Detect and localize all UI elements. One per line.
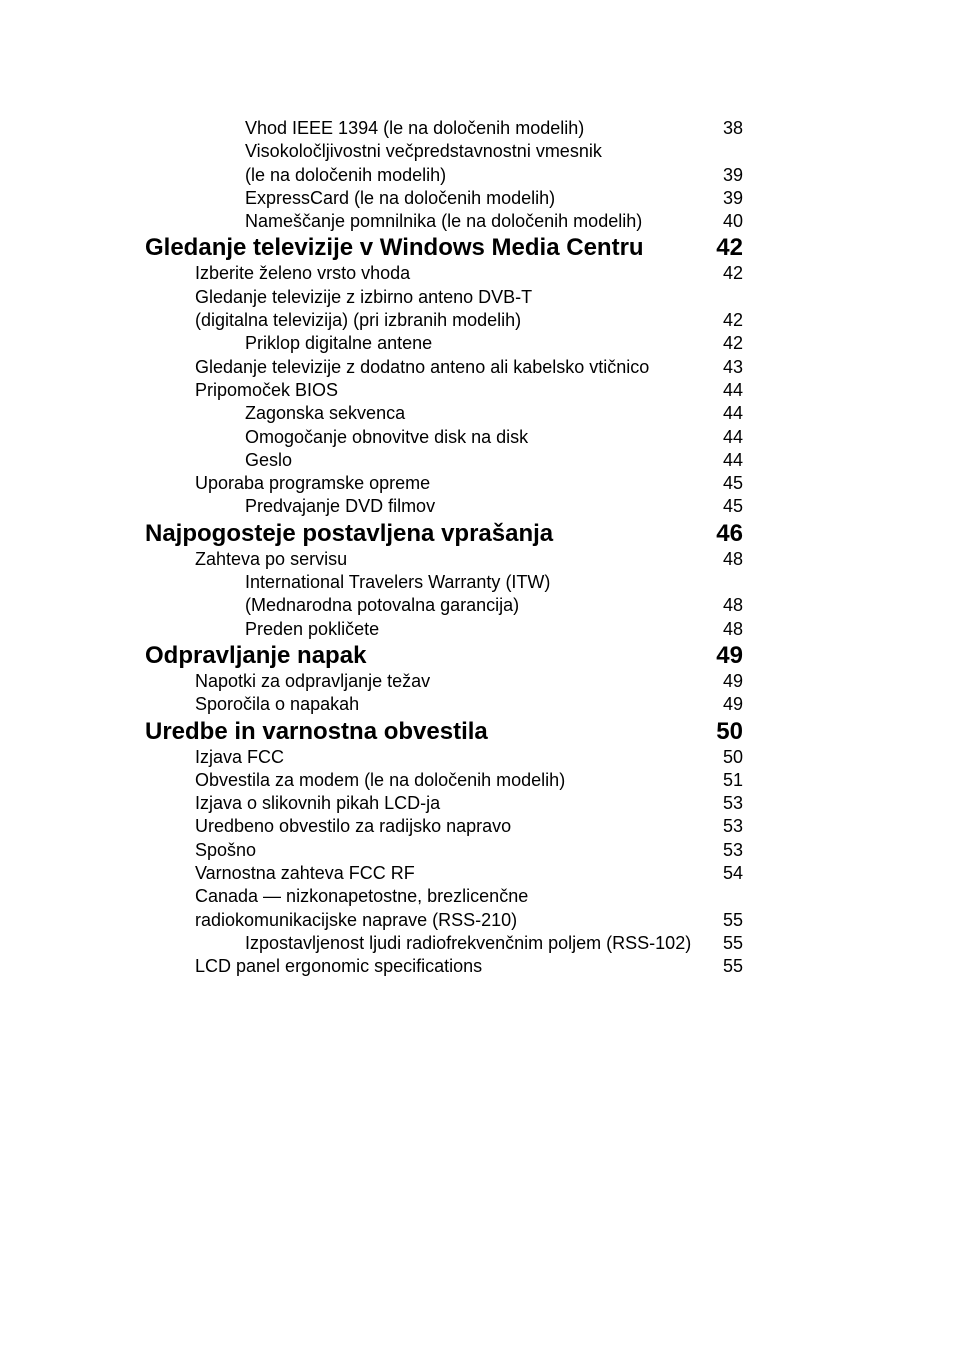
toc-entry-title: Nameščanje pomnilnika (le na določenih modelih) bbox=[245, 211, 643, 232]
toc-entry-title: Izjava FCC bbox=[195, 746, 285, 767]
toc-entry-title: Izjava o slikovnih pikah LCD-ja bbox=[195, 793, 441, 814]
toc-entry-title: ExpressCard (le na določenih modelih) bbox=[245, 187, 556, 208]
toc-entry bbox=[0, 839, 954, 862]
toc-entry bbox=[0, 332, 954, 355]
toc-entry bbox=[0, 769, 954, 792]
toc-page-number: 44 bbox=[722, 449, 743, 470]
toc-page-number: 50 bbox=[722, 746, 743, 767]
toc-entry bbox=[0, 670, 954, 693]
toc-entry bbox=[0, 862, 954, 885]
toc-entry-title: Izberite želeno vrsto vhoda bbox=[195, 263, 411, 284]
toc-entry-title: Priklop digitalne antene bbox=[245, 333, 433, 354]
toc-entry bbox=[0, 548, 954, 571]
toc-entry-title: Obvestila za modem (le na določenih modelih) bbox=[195, 769, 566, 790]
toc-page-number: 48 bbox=[722, 618, 743, 639]
toc-page-number: 44 bbox=[722, 426, 743, 447]
toc-entry bbox=[0, 309, 954, 332]
toc-entry-title: Izpostavljenost ljudi radiofrekvenčnim poljem (RSS-102) bbox=[245, 932, 692, 953]
toc-entry bbox=[0, 140, 954, 163]
toc-page-number: 44 bbox=[722, 379, 743, 400]
toc-entry bbox=[0, 164, 954, 187]
toc-entry bbox=[0, 262, 954, 285]
toc-page-number: 53 bbox=[722, 793, 743, 814]
toc-page-number: 43 bbox=[722, 356, 743, 377]
toc-entry bbox=[0, 472, 954, 495]
toc-entry bbox=[0, 187, 954, 210]
toc-entry bbox=[0, 594, 954, 617]
toc-page-number: 55 bbox=[722, 932, 743, 953]
toc-page-number: 48 bbox=[722, 548, 743, 569]
toc-page-number: 42 bbox=[716, 234, 743, 262]
toc-entry bbox=[0, 402, 954, 425]
toc-entry-title: (le na določenih modelih) bbox=[245, 164, 447, 185]
toc-entry-title: (Mednarodna potovalna garancija) bbox=[245, 595, 520, 616]
toc-entry-title: radiokomunikacijske naprave (RSS-210) bbox=[195, 909, 518, 930]
toc-entry bbox=[0, 210, 954, 233]
toc-entry-title: Odpravljanje napak bbox=[145, 641, 367, 669]
toc-page-number: 45 bbox=[722, 473, 743, 494]
toc-entry-title: Gledanje televizije v Windows Media Centru bbox=[145, 234, 644, 262]
toc-page-number: 49 bbox=[716, 641, 743, 669]
toc-page-number: 44 bbox=[722, 403, 743, 424]
toc-entry bbox=[0, 746, 954, 769]
toc-entry-title: Sporočila o napakah bbox=[195, 694, 360, 715]
toc-entry bbox=[0, 117, 954, 140]
toc-entry bbox=[0, 909, 954, 932]
toc-page-number: 49 bbox=[722, 670, 743, 691]
toc-entry-title: Uredbe in varnostna obvestila bbox=[145, 717, 488, 745]
toc-page-number: 42 bbox=[722, 310, 743, 331]
toc-entry-title: Zahteva po servisu bbox=[195, 548, 348, 569]
table-of-contents bbox=[0, 117, 954, 979]
toc-page-number: 39 bbox=[722, 164, 743, 185]
toc-entry bbox=[0, 815, 954, 838]
toc-page-number: 53 bbox=[722, 839, 743, 860]
toc-entry bbox=[0, 932, 954, 955]
toc-page-number: 51 bbox=[722, 769, 743, 790]
toc-entry-title: Visokoločljivostni večpredstavnostni vmesnik bbox=[245, 141, 602, 162]
toc-chapter-heading bbox=[0, 233, 954, 262]
toc-entry-title: Canada — nizkonapetostne, brezlicenčne bbox=[195, 886, 529, 907]
toc-page-number: 53 bbox=[722, 816, 743, 837]
toc-entry-title: Preden pokličete bbox=[245, 618, 380, 639]
toc-page-number: 40 bbox=[722, 211, 743, 232]
toc-entry bbox=[0, 792, 954, 815]
toc-page-number: 46 bbox=[716, 519, 743, 547]
toc-entry-title: Predvajanje DVD filmov bbox=[245, 496, 436, 517]
toc-entry bbox=[0, 955, 954, 978]
toc-entry-title: Zagonska sekvenca bbox=[245, 403, 406, 424]
toc-page-number: 39 bbox=[722, 187, 743, 208]
toc-entry bbox=[0, 426, 954, 449]
toc-page-number: 55 bbox=[722, 956, 743, 977]
toc-chapter-heading bbox=[0, 717, 954, 746]
toc-entry bbox=[0, 286, 954, 309]
toc-entry-title: Uporaba programske opreme bbox=[195, 473, 431, 494]
toc-entry bbox=[0, 449, 954, 472]
toc-page-number: 42 bbox=[722, 333, 743, 354]
toc-entry bbox=[0, 571, 954, 594]
toc-entry bbox=[0, 885, 954, 908]
toc-entry-title: Varnostna zahteva FCC RF bbox=[195, 863, 415, 884]
toc-page-number: 48 bbox=[722, 595, 743, 616]
toc-entry bbox=[0, 495, 954, 518]
toc-entry-title: (digitalna televizija) (pri izbranih modelih) bbox=[195, 310, 522, 331]
toc-entry-title: International Travelers Warranty (ITW) bbox=[245, 572, 551, 593]
toc-entry-title: Uredbeno obvestilo za radijsko napravo bbox=[195, 816, 512, 837]
toc-entry-title: Vhod IEEE 1394 (le na določenih modelih) bbox=[245, 118, 585, 138]
toc-entry-title: Gledanje televizije z dodatno anteno ali kabelsko vtičnico bbox=[195, 356, 650, 377]
toc-entry-title: Pripomoček BIOS bbox=[195, 379, 339, 400]
toc-page-number: 49 bbox=[722, 694, 743, 715]
toc-entry bbox=[0, 618, 954, 641]
toc-entry-title: Geslo bbox=[245, 449, 293, 470]
toc-chapter-heading bbox=[0, 641, 954, 670]
toc-page-number: 50 bbox=[716, 717, 743, 745]
toc-entry bbox=[0, 693, 954, 716]
toc-entry-title: Omogočanje obnovitve disk na disk bbox=[245, 426, 529, 447]
toc-page-number: 38 bbox=[722, 118, 743, 138]
toc-entry bbox=[0, 356, 954, 379]
toc-entry-title: Napotki za odpravljanje težav bbox=[195, 670, 431, 691]
toc-page-number: 54 bbox=[722, 863, 743, 884]
toc-entry-title: Najpogosteje postavljena vprašanja bbox=[145, 519, 554, 547]
toc-page-number: 42 bbox=[722, 263, 743, 284]
toc-chapter-heading bbox=[0, 519, 954, 548]
toc-page-number: 55 bbox=[722, 909, 743, 930]
toc-entry-title: Gledanje televizije z izbirno anteno DVB-T bbox=[195, 286, 533, 307]
toc-page-number: 45 bbox=[722, 496, 743, 517]
toc-entry bbox=[0, 379, 954, 402]
toc-entry-title: LCD panel ergonomic specifications bbox=[195, 956, 483, 977]
toc-entry-title: Spošno bbox=[195, 839, 257, 860]
